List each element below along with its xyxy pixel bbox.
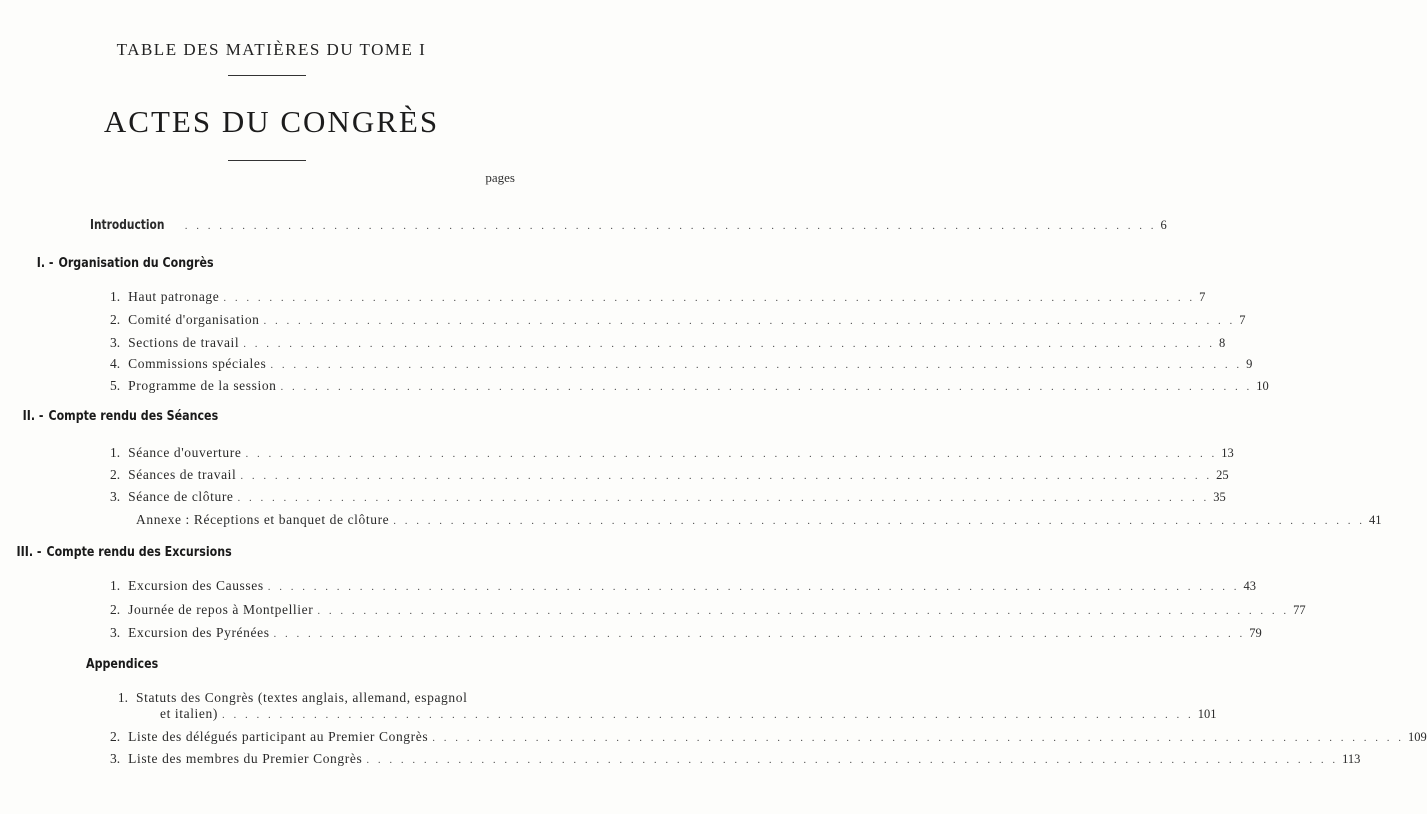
leader-dots: . . . . . . . . . . . . . . . . . . . . . . . . . . . . . . . . . . . . . . . . . . . . . . . . . . . . . . . . . . . . . . . . . . . . . . . . . . . . . . . . . . . . . [237, 492, 1210, 504]
toc-entry-page: 13 [1221, 446, 1234, 460]
toc-entry-label: Annexe : Réceptions et banquet de clôture [136, 512, 390, 527]
toc-entry-page: 77 [1293, 603, 1306, 617]
toc-entry-page: 101 [1197, 707, 1217, 721]
leader-dots: . . . . . . . . . . . . . . . . . . . . . . . . . . . . . . . . . . . . . . . . . . . . . . . . . . . . . . . . . . . . . . . . . . . . . . . . . . . . . . . . . . . . . [366, 754, 1339, 766]
section-title: Organisation du Congrès [58, 255, 214, 271]
toc-entry-label: Journée de repos à Montpellier [128, 602, 314, 617]
leader-dots: . . . . . . . . . . . . . . . . . . . . . . . . . . . . . . . . . . . . . . . . . . . . . . . . . . . . . . . . . . . . . . . . . . . . . . . . . . . . . . . . . . . . . [270, 359, 1243, 371]
toc-entry-label: Excursion des Pyrénées [128, 625, 270, 640]
section-heading [14, 408, 218, 424]
tome-title: TABLE DES MATIÈRES DU TOME I [116, 40, 427, 59]
toc-entry-page: 79 [1249, 626, 1262, 640]
section-number: III. - [16, 544, 42, 560]
toc-entry-page: 6 [1160, 218, 1167, 232]
toc-entry [110, 625, 1262, 641]
entry-number: 3. [110, 335, 121, 350]
section-title: Compte rendu des Séances [48, 408, 219, 424]
section-heading [24, 255, 214, 271]
toc-entry [110, 378, 1269, 394]
toc-entry-label: Liste des délégués participant au Premier Congrès [128, 729, 429, 744]
toc-entry-line2 [136, 706, 1217, 722]
leader-dots: . . . . . . . . . . . . . . . . . . . . . . . . . . . . . . . . . . . . . . . . . . . . . . . . . . . . . . . . . . . . . . . . . . . . . . . . . . . . . . . . . . . . . [240, 470, 1213, 482]
section-number: II. - [22, 408, 44, 424]
leader-dots: . . . . . . . . . . . . . . . . . . . . . . . . . . . . . . . . . . . . . . . . . . . . . . . . . . . . . . . . . . . . . . . . . . . . . . . . . . . . . . . . . . . . . [280, 381, 1253, 393]
entry-number: 1. [110, 578, 121, 593]
toc-entry [110, 356, 1253, 372]
toc-entry-page: 41 [1369, 513, 1382, 527]
entry-number: 2. [110, 312, 121, 327]
entry-number: 3. [110, 489, 121, 504]
toc-entry-label: Comité d'organisation [128, 312, 260, 327]
entry-number: 2. [110, 729, 121, 744]
toc-entry-label: Liste des membres du Premier Congrès [128, 751, 363, 766]
entry-number: 2. [110, 467, 121, 482]
leader-dots: . . . . . . . . . . . . . . . . . . . . . . . . . . . . . . . . . . . . . . . . . . . . . . . . . . . . . . . . . . . . . . . . . . . . . . . . . . . . . . . . . . . . . [223, 292, 1196, 304]
toc-entry-line1 [110, 690, 483, 706]
entry-number: 1. [110, 445, 121, 460]
appendices-heading: Appendices [86, 656, 159, 672]
toc-entry-page: 35 [1213, 490, 1226, 504]
toc-entry-page: 8 [1219, 336, 1226, 350]
entry-number: 5. [110, 378, 121, 393]
leader-dots: . . . . . . . . . . . . . . . . . . . . . . . . . . . . . . . . . . . . . . . . . . . . . . . . . . . . . . . . . . . . . . . . . . . . . . . . . . . . . . . . . . . . . [243, 338, 1215, 350]
leader-dots: . . . . . . . . . . . . . . . . . . . . . . . . . . . . . . . . . . . . . . . . . . . . . . . . . . . . . . . . . . . . . . . . . . . . . . . . . . . . . . . . . . . . . [432, 732, 1404, 744]
toc-entry-page: 43 [1243, 579, 1256, 593]
toc-entry-label: Programme de la session [128, 378, 277, 393]
toc-entry [110, 335, 1226, 351]
section-number: I. - [36, 255, 54, 271]
toc-entry-page: 109 [1407, 730, 1427, 744]
toc-entry-label: Séances de travail [128, 467, 237, 482]
toc-entry [110, 467, 1229, 483]
main-title: ACTES DU CONGRÈS [103, 104, 440, 139]
entry-number: 4. [110, 356, 121, 371]
toc-entry-label: Séance de clôture [128, 489, 234, 504]
toc-entry [110, 289, 1206, 305]
leader-dots: . . . . . . . . . . . . . . . . . . . . . . . . . . . . . . . . . . . . . . . . . . . . . . . . . . . . . . . . . . . . . . . . . . . . . . . . . . . . . . . . . . . . . [245, 448, 1218, 460]
entry-number: 3. [110, 751, 121, 766]
toc-entry [110, 489, 1226, 505]
entry-number: 3. [110, 625, 121, 640]
leader-dots: . . . . . . . . . . . . . . . . . . . . . . . . . . . . . . . . . . . . . . . . . . . . . . . . . . . . . . . . . . . . . . . . . . . . . . . . . . . . . . . . . . . . . [393, 515, 1366, 527]
entry-number: 1. [117, 690, 128, 705]
toc-entry-page: 25 [1216, 468, 1229, 482]
title-divider [228, 75, 306, 76]
section-heading [12, 544, 232, 560]
leader-dots: . . . . . . . . . . . . . . . . . . . . . . . . . . . . . . . . . . . . . . . . . . . . . . . . . . . . . . . . . . . . . . . . . . . . . . . . . . . . . . . . . . . . . [221, 709, 1194, 721]
toc-entry-label: Haut patronage [128, 289, 220, 304]
toc-entry [110, 602, 1306, 618]
toc-entry-page: 7 [1239, 313, 1246, 327]
entry-number: 2. [110, 602, 121, 617]
toc-entry-label: Séance d'ouverture [128, 445, 242, 460]
toc-entry [110, 578, 1256, 594]
leader-dots: . . . . . . . . . . . . . . . . . . . . . . . . . . . . . . . . . . . . . . . . . . . . . . . . . . . . . . . . . . . . . . . . . . . . . . . . . . . . . . . . . . . . . [317, 605, 1290, 617]
toc-entry [110, 751, 1361, 767]
toc-entry-label-continued: et italien) [160, 706, 218, 721]
leader-dots: . . . . . . . . . . . . . . . . . . . . . . . . . . . . . . . . . . . . . . . . . . . . . . . . . . . . . . . . . . . . . . . . . . . . . . . . . . . . . . . . . . . . . [184, 220, 1157, 232]
toc-entry-label: Commissions spéciales [128, 356, 267, 371]
toc-entry-page: 10 [1256, 379, 1269, 393]
leader-dots: . . . . . . . . . . . . . . . . . . . . . . . . . . . . . . . . . . . . . . . . . . . . . . . . . . . . . . . . . . . . . . . . . . . . . . . . . . . . . . . . . . . . . [267, 581, 1240, 593]
section-title: Compte rendu des Excursions [46, 544, 232, 560]
subtitle-divider [228, 160, 306, 161]
leader-dots: . . . . . . . . . . . . . . . . . . . . . . . . . . . . . . . . . . . . . . . . . . . . . . . . . . . . . . . . . . . . . . . . . . . . . . . . . . . . . . . . . . . . . [263, 315, 1236, 327]
toc-entry-label: Introduction [90, 218, 165, 233]
toc-entry-page: 9 [1246, 357, 1253, 371]
entry-number: 1. [110, 289, 121, 304]
toc-entry-page: 7 [1199, 290, 1206, 304]
pages-column-label: pages [485, 170, 515, 185]
toc-entry-label: Sections de travail [128, 335, 240, 350]
toc-entry-page: 113 [1342, 752, 1361, 766]
toc-entry-introduction [90, 218, 1167, 233]
leader-dots: . . . . . . . . . . . . . . . . . . . . . . . . . . . . . . . . . . . . . . . . . . . . . . . . . . . . . . . . . . . . . . . . . . . . . . . . . . . . . . . . . . . . . [273, 628, 1246, 640]
toc-entry-label: Statuts des Congrès (textes anglais, allemand, espagnol [136, 690, 468, 705]
toc-entry [110, 729, 1427, 745]
toc-entry [110, 312, 1246, 328]
toc-entry-annexe [136, 512, 1382, 528]
toc-entry-label: Excursion des Causses [128, 578, 264, 593]
toc-entry [110, 445, 1234, 461]
